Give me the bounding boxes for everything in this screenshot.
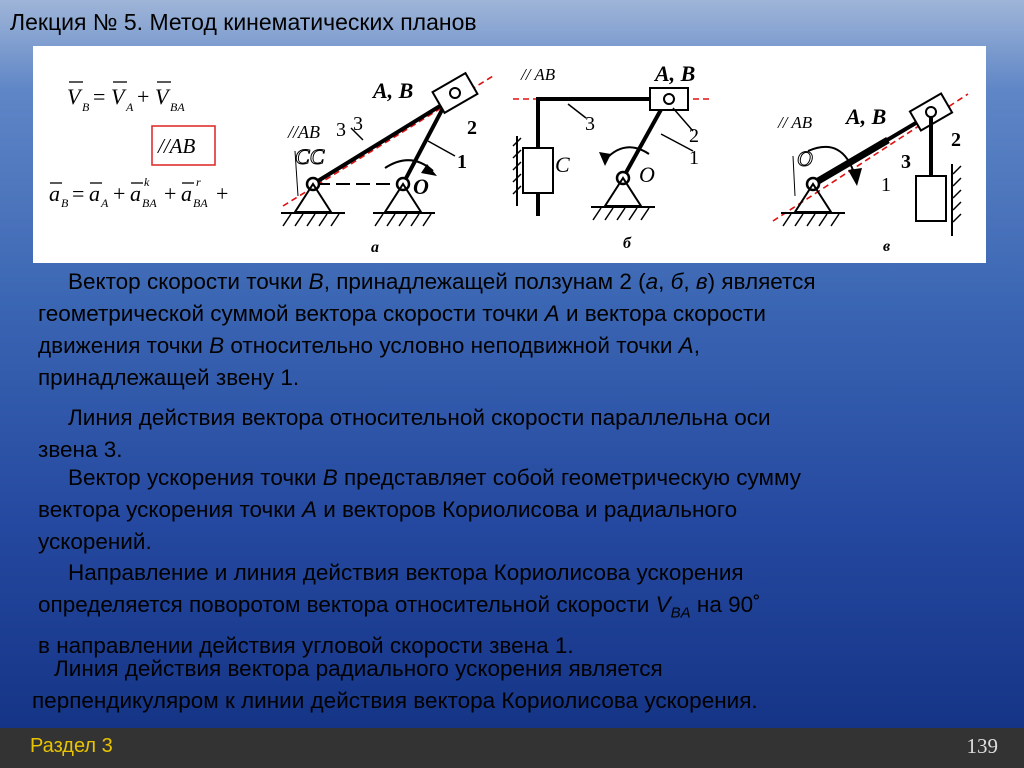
parallel-label: //AB: [158, 134, 196, 158]
svg-text:3: 3: [353, 113, 363, 135]
svg-text:3: 3: [585, 113, 595, 135]
svg-text:// AB: // AB: [521, 65, 556, 84]
paragraph-radial: Линия действия вектора радиального ускорения является перпендикуляром к линии действия вектора Кориолисова ускорения.: [32, 656, 758, 713]
svg-text:A: A: [126, 100, 134, 114]
svg-text:+: +: [164, 181, 177, 206]
svg-text:1: 1: [457, 151, 467, 173]
svg-text:BA: BA: [170, 100, 185, 114]
svg-text:=: =: [72, 181, 85, 206]
svg-text:BA: BA: [193, 196, 208, 210]
svg-text:2: 2: [951, 129, 961, 151]
svg-text:+: +: [216, 181, 229, 206]
svg-text:// AB: // AB: [778, 113, 813, 132]
svg-text:a: a: [49, 181, 60, 206]
svg-text:3: 3: [901, 151, 911, 173]
svg-text:=: =: [93, 84, 106, 109]
page-number: 139: [966, 734, 998, 758]
acceleration-formula: [49, 175, 228, 210]
svg-text:A, B: A, B: [373, 78, 414, 103]
svg-text:r: r: [196, 175, 201, 189]
svg-text:2: 2: [467, 117, 477, 139]
mechanism-b: [513, 61, 713, 252]
svg-text:k: k: [144, 175, 150, 189]
svg-text:A, B: A, B: [846, 104, 887, 129]
svg-text:O: O: [639, 162, 655, 187]
svg-text:+: +: [137, 84, 150, 109]
svg-text:O: O: [797, 146, 813, 171]
vb-symbol: V: [67, 84, 81, 109]
svg-text:O: O: [413, 174, 429, 199]
paragraph-coriolis: Направление и линия действия вектора Кориолисова ускорения определяется поворотом вектора относительной скорости $V_{BA}$ на 90˚ в направлении действия угловой скорости звена 1.: [38, 560, 761, 658]
footer-bar: [0, 728, 1024, 768]
svg-text:C: C: [555, 152, 570, 177]
paragraph-velocity: Вектор скорости точки B, принадлежащей ползунам 2 (а, б, в) является геометрической суммой вектора скорости точки A и вектора скорости движения точки B относительно условно неподвижной точки A, принадлежащей звену 1.: [38, 269, 816, 390]
svg-text:+: +: [113, 181, 126, 206]
section-label: Раздел 3: [30, 735, 113, 757]
svg-text://AB: //AB: [288, 122, 320, 142]
svg-text:б: б: [623, 235, 631, 252]
mechanism-v: [773, 93, 968, 255]
svg-text:1: 1: [881, 174, 891, 196]
velocity-formula: [67, 82, 185, 114]
svg-text:B: B: [61, 196, 69, 210]
svg-text:a: a: [130, 181, 141, 206]
svg-text:1: 1: [689, 147, 699, 169]
svg-text:a: a: [181, 181, 192, 206]
paragraph-relative-velocity: Линия действия вектора относительной скорости параллельна оси звена 3.: [38, 405, 771, 462]
svg-text:V: V: [155, 84, 169, 109]
figure-panel: [33, 46, 986, 263]
svg-text:BA: BA: [142, 196, 157, 210]
svg-text:A: A: [101, 196, 109, 210]
paragraph-acceleration: Вектор ускорения точки B представляет собой геометрическую сумму вектора ускорения точки A и векторов Кориолисова и радиального ускорений.: [38, 465, 801, 554]
svg-text:A, B: A, B: [655, 61, 696, 86]
svg-text:2: 2: [689, 125, 699, 147]
mechanism-diagram: [33, 46, 986, 263]
svg-text:B: B: [82, 100, 90, 114]
mechanism-a: [281, 73, 493, 256]
page-title: Лекция № 5. Метод кинематических планов: [10, 9, 477, 35]
svg-text:V: V: [111, 84, 125, 109]
svg-text:3: 3: [336, 119, 346, 141]
svg-text:CC: CC: [295, 144, 325, 169]
svg-text:а: а: [371, 239, 379, 256]
svg-text:a: a: [89, 181, 100, 206]
svg-text:в: в: [883, 238, 891, 255]
